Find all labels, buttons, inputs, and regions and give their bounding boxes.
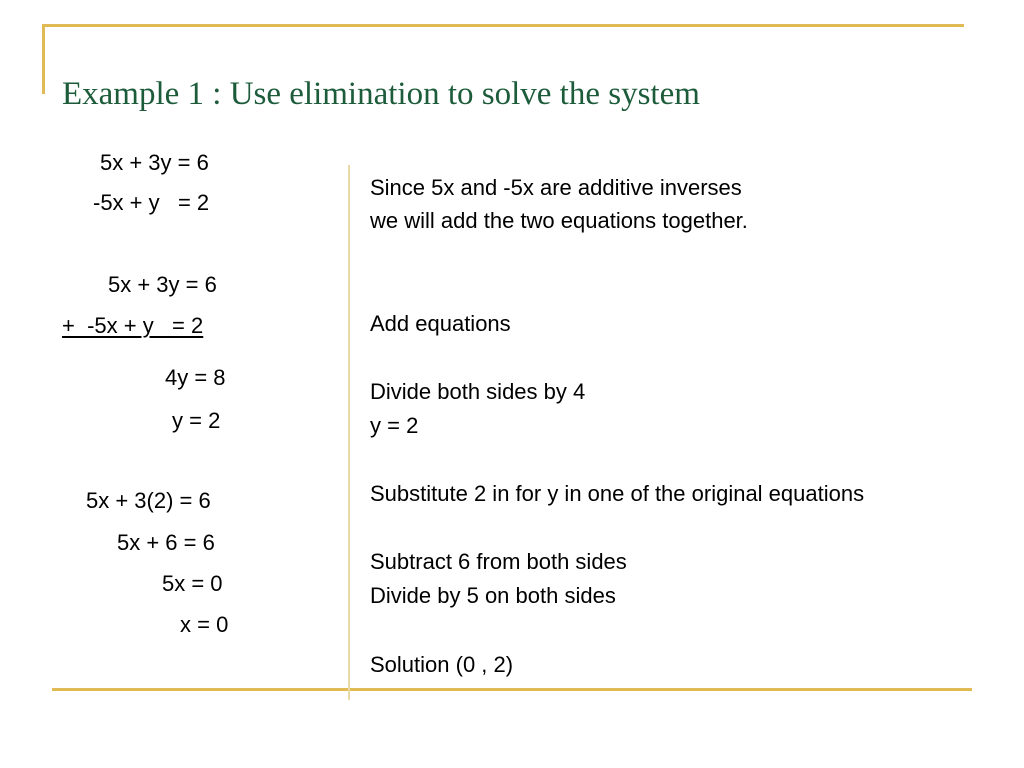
sum-equation: 4y = 8 (165, 365, 226, 390)
note-solution: Solution (0 , 2) (370, 652, 514, 677)
column-divider (348, 165, 350, 700)
substitution-step-1: 5x + 3(2) = 6 (86, 488, 211, 513)
note-inverse-line-1: Since 5x and -5x are additive inverses (370, 175, 742, 200)
y-value: y = 2 (172, 408, 221, 433)
addition-equation-1: 5x + 3y = 6 (108, 272, 217, 297)
note-substitute: Substitute 2 in for y in one of the original equations (370, 481, 865, 506)
substitution-step-2: 5x + 6 = 6 (117, 530, 215, 555)
x-value: x = 0 (180, 612, 229, 637)
note-divide-by-4: Divide both sides by 4 (370, 379, 586, 404)
note-subtract-6: Subtract 6 from both sides (370, 549, 627, 574)
note-inverse-line-2: we will add the two equations together. (370, 208, 748, 233)
substitution-step-3: 5x = 0 (162, 571, 223, 596)
note-y-result: y = 2 (370, 413, 419, 438)
slide-title: Example 1 : Use elimination to solve the system (62, 76, 700, 112)
addition-equation-2: + -5x + y = 2 (62, 313, 204, 338)
note-add-equations: Add equations (370, 311, 511, 336)
left-rule (42, 24, 45, 94)
equation-2: -5x + y = 2 (93, 190, 210, 215)
bottom-rule (52, 688, 972, 691)
top-rule (42, 24, 964, 27)
equation-1: 5x + 3y = 6 (100, 150, 209, 175)
note-divide-by-5: Divide by 5 on both sides (370, 583, 616, 608)
